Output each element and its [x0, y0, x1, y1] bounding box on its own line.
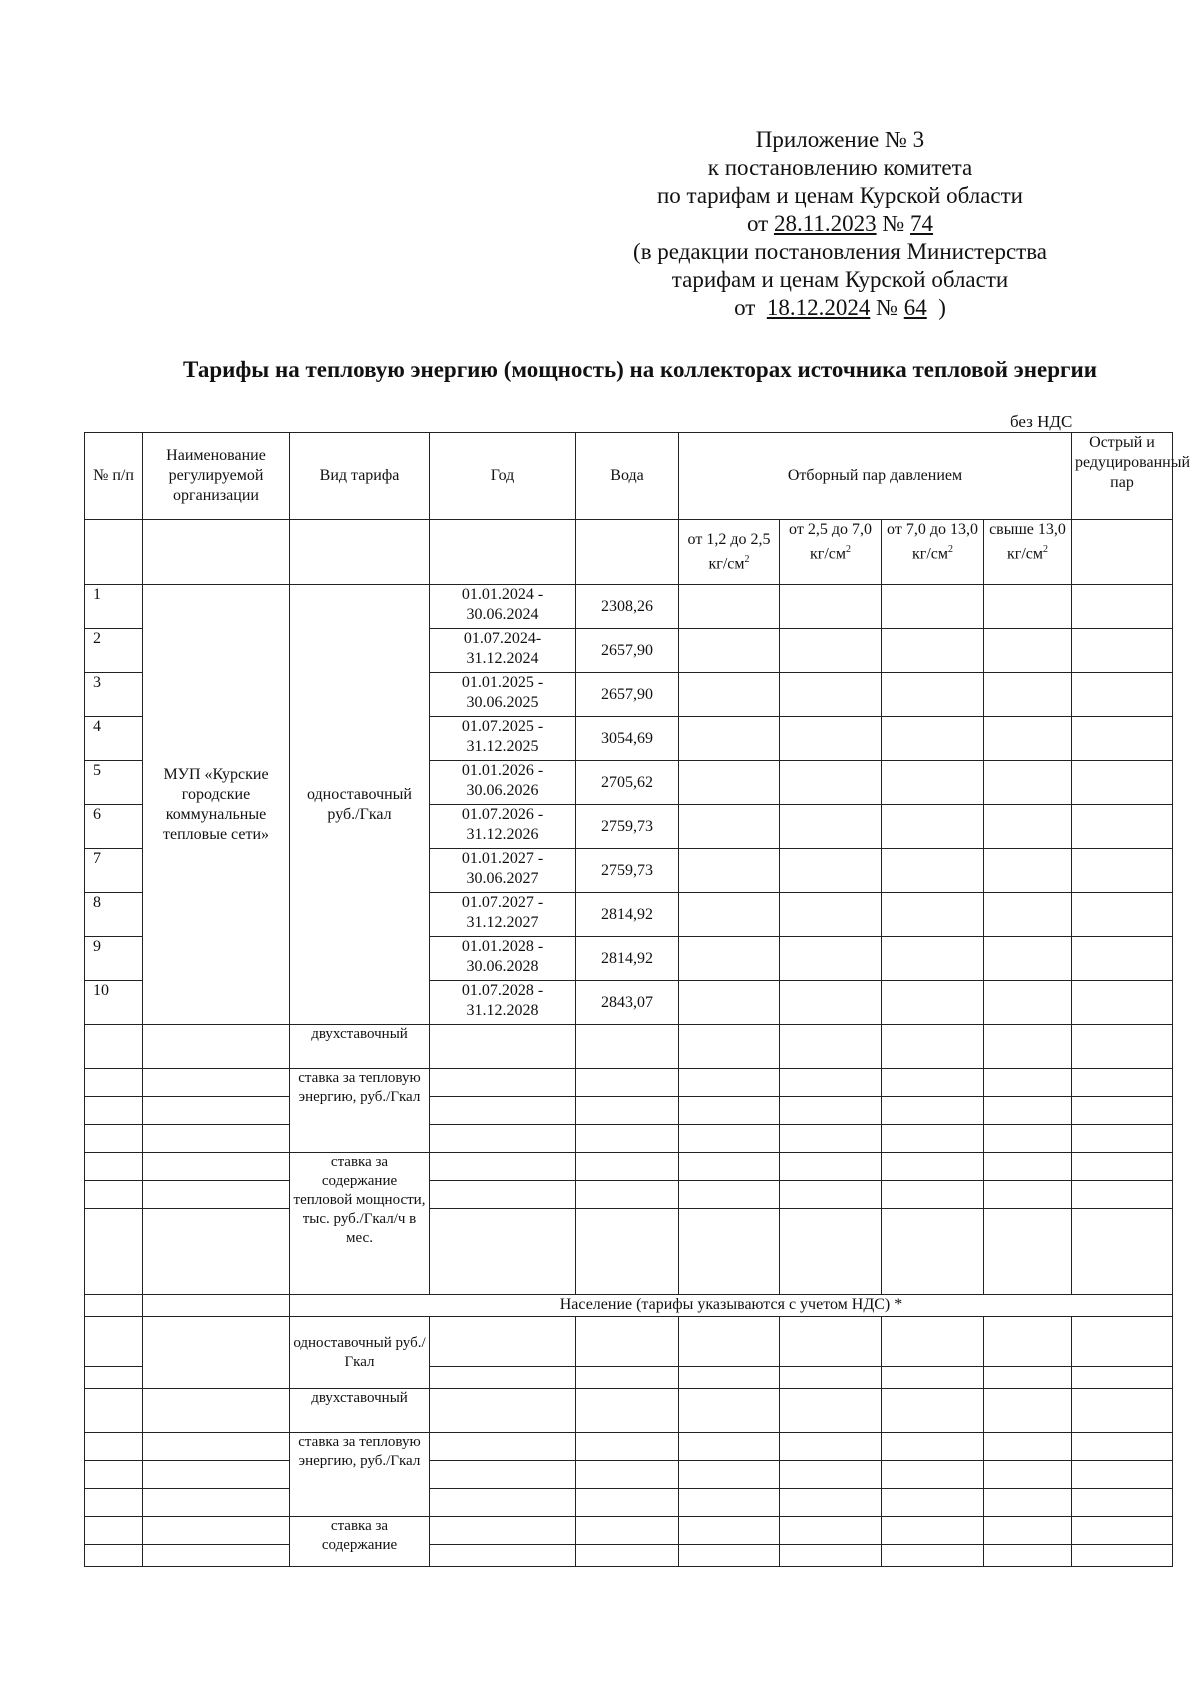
table-row: 5 01.01.2026 - 30.06.2026 2705,62 — [85, 761, 1173, 805]
table-row — [85, 1317, 1173, 1367]
table-row — [85, 1489, 1173, 1517]
table-row: 7 01.01.2027 - 30.06.2027 2759,73 — [85, 849, 1173, 893]
two-rate-label: двухставочный — [290, 1025, 430, 1069]
table-row — [85, 1461, 1173, 1489]
table-row — [85, 1125, 1173, 1153]
document-header — [560, 126, 1120, 322]
table-header-row — [85, 433, 1173, 520]
col-pressure-2: от 2,5 до 7,0 $кг/см^2$ — [780, 520, 882, 585]
table-row — [85, 1209, 1173, 1295]
table-row: 10 01.07.2028 - 31.12.2028 2843,07 — [85, 981, 1173, 1025]
col-steam-header: Отборный пар давлением — [679, 433, 1072, 520]
table-row — [85, 1181, 1173, 1209]
table-row — [85, 1545, 1173, 1567]
tariff-table — [84, 432, 1191, 1567]
two-rate-row — [85, 1025, 1173, 1069]
table-row — [85, 1097, 1173, 1125]
vat-note: без НДС — [1010, 412, 1073, 431]
amendment-date: 18.12.2024 — [766, 295, 871, 320]
population-row — [85, 1295, 1173, 1317]
energy-rate-label: ставка за тепловую энергию, руб./Гкал — [290, 1069, 430, 1153]
two-rate-pop-label: двухставочный — [290, 1389, 430, 1433]
table-row: 6 01.07.2026 - 31.12.2026 2759,73 — [85, 805, 1173, 849]
table-row — [85, 1069, 1173, 1097]
population-label: Население (тарифы указываются с учетом НДС) * — [290, 1295, 1173, 1317]
ministry-name: тарифам и ценам Курской области — [671, 267, 1009, 292]
energy-rate-pop-label: ставка за тепловую энергию, руб./Гкал — [290, 1433, 430, 1517]
col-type-header: Вид тарифа — [290, 433, 430, 520]
capacity-rate-pop-label: ставка за содержание — [290, 1517, 430, 1567]
resolution-ref: к постановлению комитета — [707, 155, 973, 180]
table-row: 2 01.07.2024- 31.12.2024 2657,90 — [85, 629, 1173, 673]
col-pressure-4: свыше 13,0 $кг/см^2$ — [984, 520, 1072, 585]
amendment-number: 64 — [903, 295, 927, 320]
single-rate-pop-label: одноставочный руб./Гкал — [290, 1317, 430, 1389]
single-rate-label: одноставочный руб./Гкал — [290, 585, 430, 1025]
col-year-header: Год — [430, 433, 576, 520]
table-row — [85, 1153, 1173, 1181]
committee-name: по тарифам и ценам Курской области — [657, 183, 1023, 208]
col-sharp-steam-header: Острый и редуцированный пар — [1072, 433, 1173, 520]
capacity-rate-label: ставка за содержание тепловой мощности, тыс. руб./Гкал/ч в мес. — [290, 1153, 430, 1295]
table-subheader-row — [85, 520, 1173, 585]
organization-name: МУП «Курские городские коммунальные тепловые сети» — [143, 585, 290, 1025]
resolution-date: 28.11.2023 — [773, 211, 877, 236]
appendix-number: Приложение № 3 — [755, 127, 925, 152]
col-number-header: № п/п — [85, 433, 143, 520]
table-row — [85, 1389, 1173, 1433]
table-row: 4 01.07.2025 - 31.12.2025 3054,69 — [85, 717, 1173, 761]
table-row: 9 01.01.2028 - 30.06.2028 2814,92 — [85, 937, 1173, 981]
col-pressure-3: от 7,0 до 13,0 $кг/см^2$ — [882, 520, 984, 585]
resolution-date-line: от 28.11.2023 № 74 — [746, 211, 934, 236]
col-water-header: Вода — [576, 433, 679, 520]
table-row — [85, 1517, 1173, 1545]
table-row: 1 МУП «Курские городские коммунальные тепловые сети» одноставочный руб./Гкал 01.01.2024 - 30.06.2024 2308,26 — [85, 585, 1173, 629]
amendment-date-line: от 18.12.2024 № 64 ) — [734, 295, 946, 320]
table-row: 8 01.07.2027 - 31.12.2027 2814,92 — [85, 893, 1173, 937]
col-org-header: Наименование регулируемой организации — [143, 433, 290, 520]
resolution-number: 74 — [910, 211, 934, 236]
table-row: 3 01.01.2025 - 30.06.2025 2657,90 — [85, 673, 1173, 717]
table-row — [85, 1433, 1173, 1461]
amendment-ref: (в редакции постановления Министерства — [633, 239, 1047, 264]
col-pressure-1: от 1,2 до 2,5 $кг/см^2$ — [679, 520, 780, 585]
page-title: Тарифы на тепловую энергию (мощность) на коллекторах источника тепловой энергии — [183, 357, 1097, 382]
